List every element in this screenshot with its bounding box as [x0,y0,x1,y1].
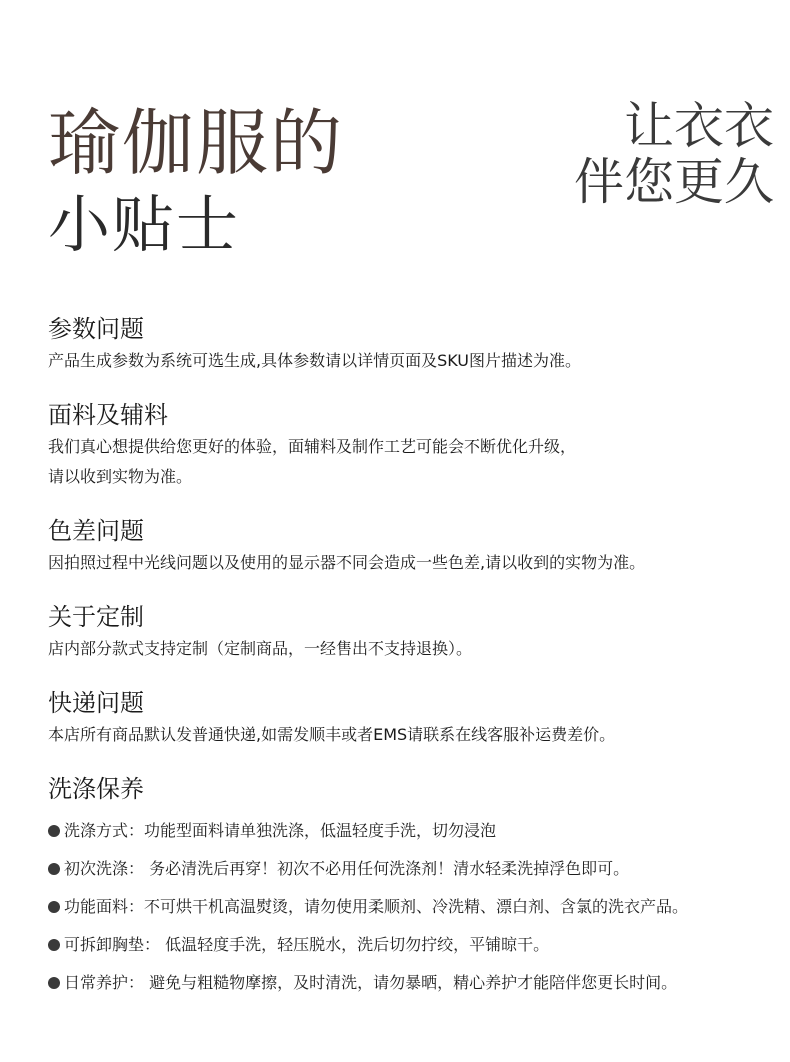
bullet-dot-icon [48,901,60,913]
section-text: 产品生成参数为系统可选生成,具体参数请以详情页面及SKU图片描述为准。 [48,351,582,370]
section-text: 我们真心想提供给您更好的体验，面辅料及制作工艺可能会不断优化升级， [48,437,577,456]
section-title: 关于定制 [48,603,144,631]
section-color-difference [48,514,778,578]
care-list [48,812,778,1002]
care-item-text: 初次洗涤： 务必清洗后再穿！初次不必用任何洗涤剂！清水轻柔洗掉浮色即可。 [64,859,630,878]
care-item-text: 洗涤方式：功能型面料请单独洗涤，低温轻度手洗，切勿浸泡 [64,821,497,840]
section-title: 参数问题 [48,315,144,343]
slogan [574,98,774,210]
section-title: 色差问题 [48,517,144,545]
bullet-dot-icon [48,863,60,875]
page-title: 瑜伽服的 [48,101,345,185]
bullet-dot-icon [48,939,60,951]
care-item [48,850,778,888]
care-item-text: 功能面料：不可烘干机高温熨烫，请勿使用柔顺剂、冷洗精、漂白剂、含氯的洗衣产品。 [64,897,689,916]
tips-sections [48,312,778,1024]
care-item [48,812,778,850]
section-title: 面料及辅料 [48,401,168,429]
care-item [48,964,778,1002]
slogan-line-2: 伴您更久 [574,153,774,211]
page-subtitle: 小贴士 [48,188,241,261]
section-parameters [48,312,778,376]
care-item [48,926,778,964]
section-care [48,772,778,1002]
section-text: 店内部分款式支持定制（定制商品，一经售出不支持退换）。 [48,639,473,658]
care-item [48,888,778,926]
slogan-line-1: 让衣衣 [624,97,774,155]
section-text: 请以收到实物为准。 [48,467,193,486]
section-text: 本店所有商品默认发普通快递,如需发顺丰或者EMS请联系在线客服补运费差价。 [48,725,616,744]
section-fabrics [48,398,778,492]
care-item-text: 可拆卸胸垫： 低温轻度手洗，轻压脱水，洗后切勿拧绞，平铺晾干。 [64,935,550,954]
section-customization [48,600,778,664]
bullet-dot-icon [48,977,60,989]
section-text: 因拍照过程中光线问题以及使用的显示器不同会造成一些色差,请以收到的实物为准。 [48,553,646,572]
care-item-text: 日常养护： 避免与粗糙物摩擦，及时清洗，请勿暴晒，精心养护才能陪伴您更长时间。 [64,973,678,992]
bullet-dot-icon [48,825,60,837]
section-shipping [48,686,778,750]
section-title: 洗涤保养 [48,775,144,803]
section-title: 快递问题 [48,689,144,717]
